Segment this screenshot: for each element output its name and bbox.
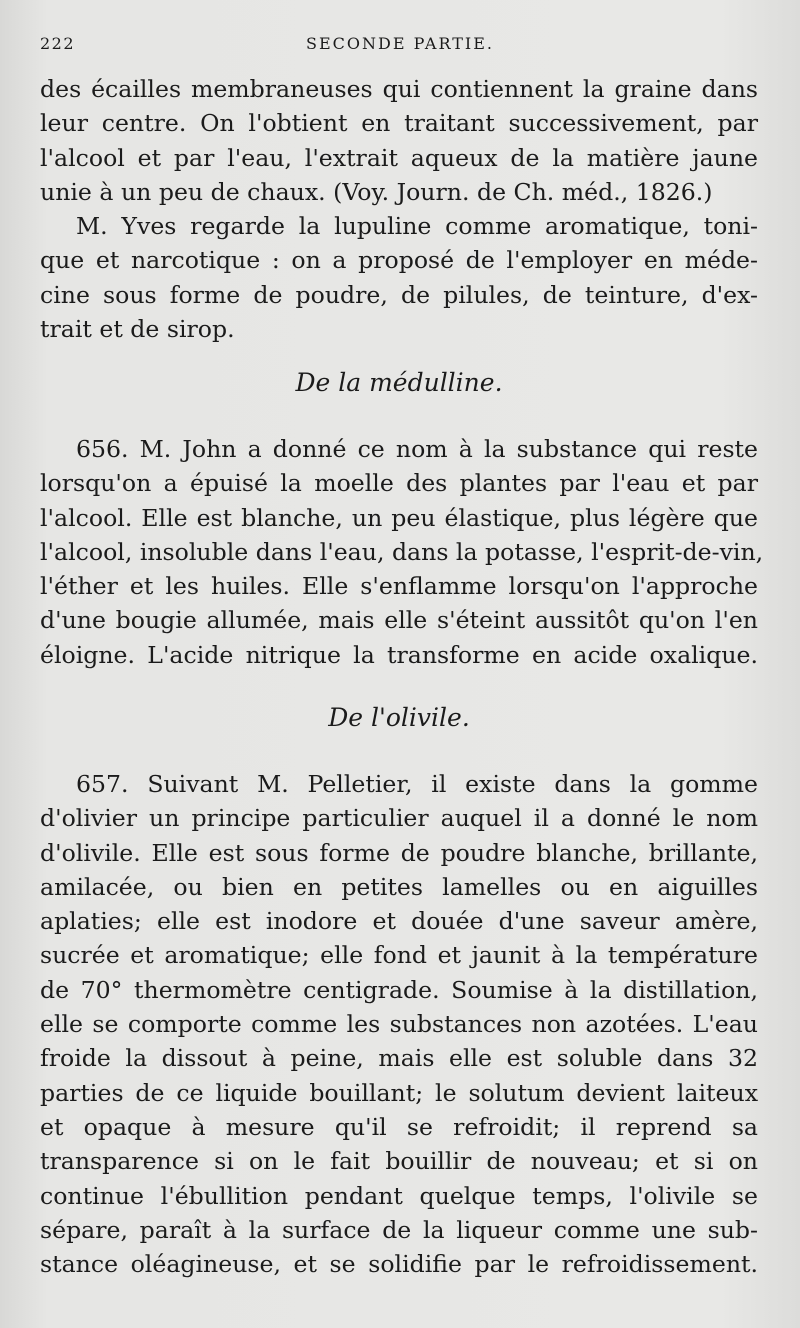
text-line: l'alcool et par l'eau, l'extrait aqueux de la matière jaune <box>40 143 758 172</box>
text-line: que et narcotique : on a proposé de l'employer en méde- <box>40 246 758 275</box>
text-line: elle se comporte comme les substances non azotées. L'eau <box>40 1010 758 1039</box>
text-line: d'olivile. Elle est sous forme de poudre blanche, brillante, <box>40 838 758 867</box>
text-line: sépare, paraît à la surface de la liqueur comme une sub- <box>40 1215 758 1244</box>
text-line: des écailles membraneuses qui contiennent la graine dans <box>40 75 758 103</box>
text-line: l'alcool. Elle est blanche, un peu élastique, plus légère que <box>40 503 758 532</box>
paragraph-lupuline <box>40 72 758 346</box>
text-line: d'olivier un principe particulier auquel il a donné le nom <box>40 804 758 833</box>
page-number: 222 <box>40 34 76 53</box>
text-line: trait et de sirop. <box>40 315 235 344</box>
text-line: lorsqu'on a épuisé la moelle des plantes par l'eau et par <box>40 469 758 498</box>
text-line: éloigne. L'acide nitrique la transforme en acide oxalique. <box>40 640 758 669</box>
text-line: 656. M. John a donné ce nom à la substance qui reste <box>76 435 758 463</box>
text-line: l'éther et les huiles. Elle s'enflamme lorsqu'on l'approche <box>40 572 758 601</box>
text-line: d'une bougie allumée, mais elle s'éteint aussitôt qu'on l'en <box>40 606 758 635</box>
section-heading-medulline: De la médulline. <box>295 368 503 397</box>
running-head: SECONDE PARTIE. <box>306 34 494 53</box>
text-line: parties de ce liquide bouillant; le solutum devient laiteux <box>40 1078 758 1107</box>
text-line: transparence si on le fait bouillir de nouveau; et si on <box>40 1147 758 1176</box>
text-line: leur centre. On l'obtient en traitant successivement, par <box>40 109 758 138</box>
paragraph-medulline <box>40 432 764 672</box>
text-line: aplaties; elle est inodore et douée d'une saveur amère, <box>40 907 758 936</box>
text-line: 657. Suivant M. Pelletier, il existe dans la gomme <box>76 770 758 798</box>
text-line: et opaque à mesure qu'il se refroidit; il reprend sa <box>40 1112 758 1141</box>
text-line: M. Yves regarde la lupuline comme aromatique, toni- <box>76 212 758 241</box>
text-line: sucrée et aromatique; elle fond et jaunit à la température <box>40 941 758 970</box>
text-line: stance oléagineuse, et se solidifie par le refroidissement. <box>40 1250 758 1279</box>
page-header <box>40 34 760 62</box>
text-line: amilacée, ou bien en petites lamelles ou en aiguilles <box>40 872 758 901</box>
section-heading-olivile: De l'olivile. <box>328 703 470 732</box>
text-line: froide la dissout à peine, mais elle est soluble dans 32 <box>40 1044 758 1073</box>
text-line: l'alcool, insoluble dans l'eau, dans la potasse, l'esprit-de-vin, <box>40 537 764 566</box>
paragraph-olivile <box>40 767 758 1281</box>
text-line: cine sous forme de poudre, de pilules, de teinture, d'ex- <box>40 280 758 309</box>
text-line: unie à un peu de chaux. (Voy. Journ. de Ch. méd., 1826.) <box>40 177 713 206</box>
text-line: continue l'ébullition pendant quelque temps, l'olivile se <box>40 1181 758 1210</box>
text-line: de 70° thermomètre centigrade. Soumise à la distillation, <box>40 975 758 1004</box>
